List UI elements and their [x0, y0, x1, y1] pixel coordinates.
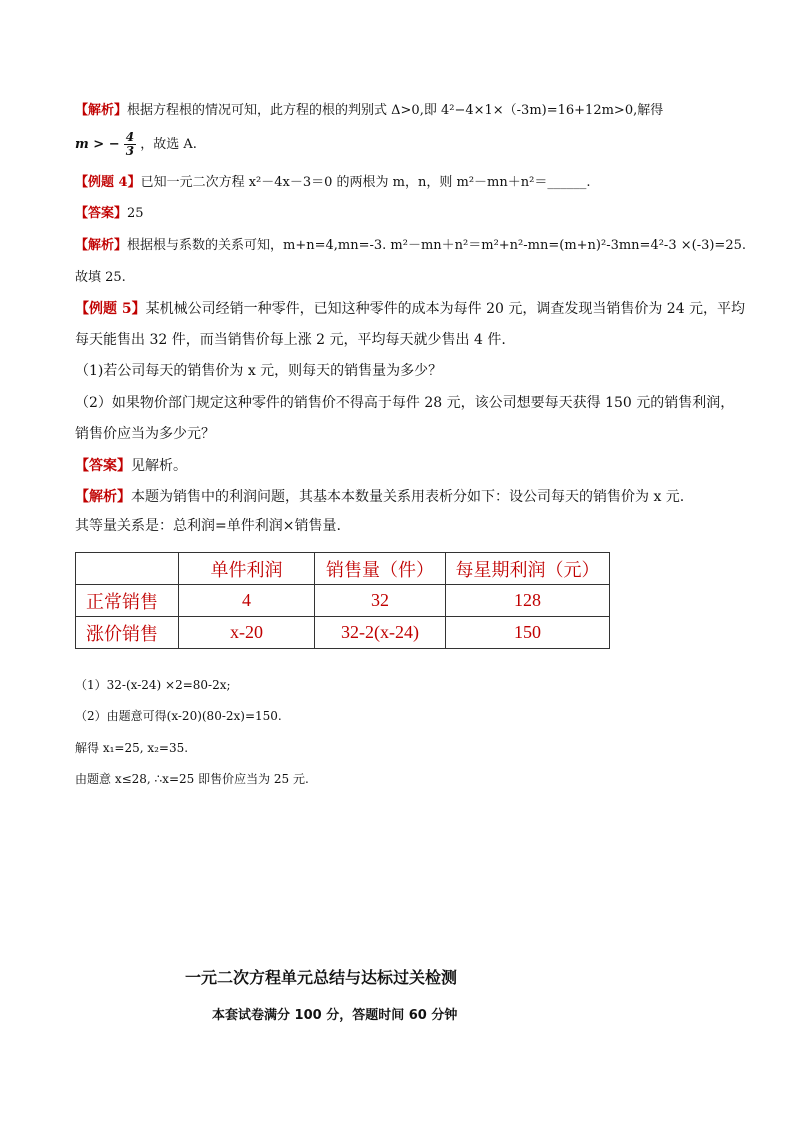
- solution-4: 由题意 x≤28, ∴x=25 即售价应当为 25 元.: [75, 772, 309, 786]
- section-title: 一元二次方程单元总结与达标过关检测: [185, 968, 458, 987]
- inequality-lhs: m > −: [75, 137, 120, 152]
- analysis-tag: 【解析】: [75, 489, 131, 505]
- solution-3: 解得 x₁=25, x₂=35.: [75, 741, 189, 755]
- answer-4-line: [75, 204, 144, 224]
- example-5-line-2: 每天能售出 32 件，而当销售价每上涨 2 元，平均每天就少售出 4 件.: [75, 332, 506, 348]
- solution-1: （1）32-(x-24) ×2=80-2x;: [75, 678, 231, 692]
- analysis-tag: 【解析】: [75, 103, 128, 118]
- table-cell: 150: [446, 617, 610, 649]
- analysis-tail: ，故选 A.: [140, 137, 197, 152]
- table-cell: 4: [179, 585, 315, 617]
- question-1: （1)若公司每天的销售价为 x 元，则每天的销售量为多少？: [75, 363, 443, 379]
- table-header-cell: 每星期利润（元）: [446, 553, 610, 585]
- example-tag: 【例题 5】: [75, 301, 146, 317]
- analysis-4-line: [75, 236, 746, 256]
- answer-5-line: [75, 456, 187, 476]
- section-subtitle: 本套试卷满分 100 分，答题时间 60 分钟: [212, 1008, 458, 1023]
- example-5-line: [75, 299, 745, 319]
- analysis-text: 根据根与系数的关系可知，m+n=4,mn=-3. m²－mn＋n²＝m²+n²-mn=(m+n)²-3mn=4²-3 ×(-3)=25.: [127, 238, 746, 253]
- fraction-numerator: 4: [125, 130, 135, 144]
- analysis-text: 本题为销售中的利润问题，其基本本数量关系用表析分如下：设公司每天的销售价为 x 元.: [131, 489, 685, 505]
- table-row: [76, 585, 610, 617]
- sales-table: [75, 552, 610, 649]
- fraction: [124, 131, 136, 158]
- table-cell: x-20: [179, 617, 315, 649]
- table-row-label: 正常销售: [76, 585, 179, 617]
- question-2: （2）如果物价部门规定这种零件的销售价不得高于每件 28 元，该公司想要每天获得 150 元的销售利润，: [75, 395, 735, 411]
- solution-2: （2）由题意可得(x-20)(80-2x)=150.: [75, 709, 282, 723]
- example-4-line: [75, 173, 590, 193]
- answer-tag: 【答案】: [75, 206, 128, 221]
- table-row: [76, 617, 610, 649]
- analysis-line: [75, 101, 663, 121]
- fraction-denominator: 3: [125, 144, 135, 158]
- example-text: 已知一元二次方程 x²－4x－3＝0 的两根为 m，n，则 m²－mn＋n²＝______.: [140, 175, 591, 190]
- analysis-tag: 【解析】: [75, 238, 128, 253]
- table-cell: 128: [446, 585, 610, 617]
- analysis-4-fill: 故填 25.: [75, 270, 126, 285]
- table-cell: 32-2(x-24): [315, 617, 446, 649]
- table-header-cell: [76, 553, 179, 585]
- table-header-cell: 销售量（件）: [315, 553, 446, 585]
- analysis-text: 根据方程根的情况可知，此方程的根的判别式 Δ>0,即 4²−4×1×（-3m)=16+12m>0,解得: [127, 103, 664, 118]
- answer-text: 25: [127, 206, 144, 221]
- answer-text: 见解析。: [131, 458, 187, 474]
- question-2-cont: 销售价应当为多少元？: [75, 426, 215, 442]
- table-cell: 32: [315, 585, 446, 617]
- analysis-5-line-2: 其等量关系是：总利润=单件利润×销售量.: [75, 518, 341, 534]
- answer-tag: 【答案】: [75, 458, 131, 474]
- analysis-result-line: [75, 131, 197, 159]
- table-row-label: 涨价销售: [76, 617, 179, 649]
- example-tag: 【例题 4】: [75, 175, 141, 190]
- table-header-cell: 单件利润: [179, 553, 315, 585]
- table-header-row: [76, 553, 610, 585]
- example-text: 某机械公司经销一种零件，已知这种零件的成本为每件 20 元，调查发现当销售价为 24 元，平均: [145, 301, 746, 317]
- analysis-5-line: [75, 487, 684, 507]
